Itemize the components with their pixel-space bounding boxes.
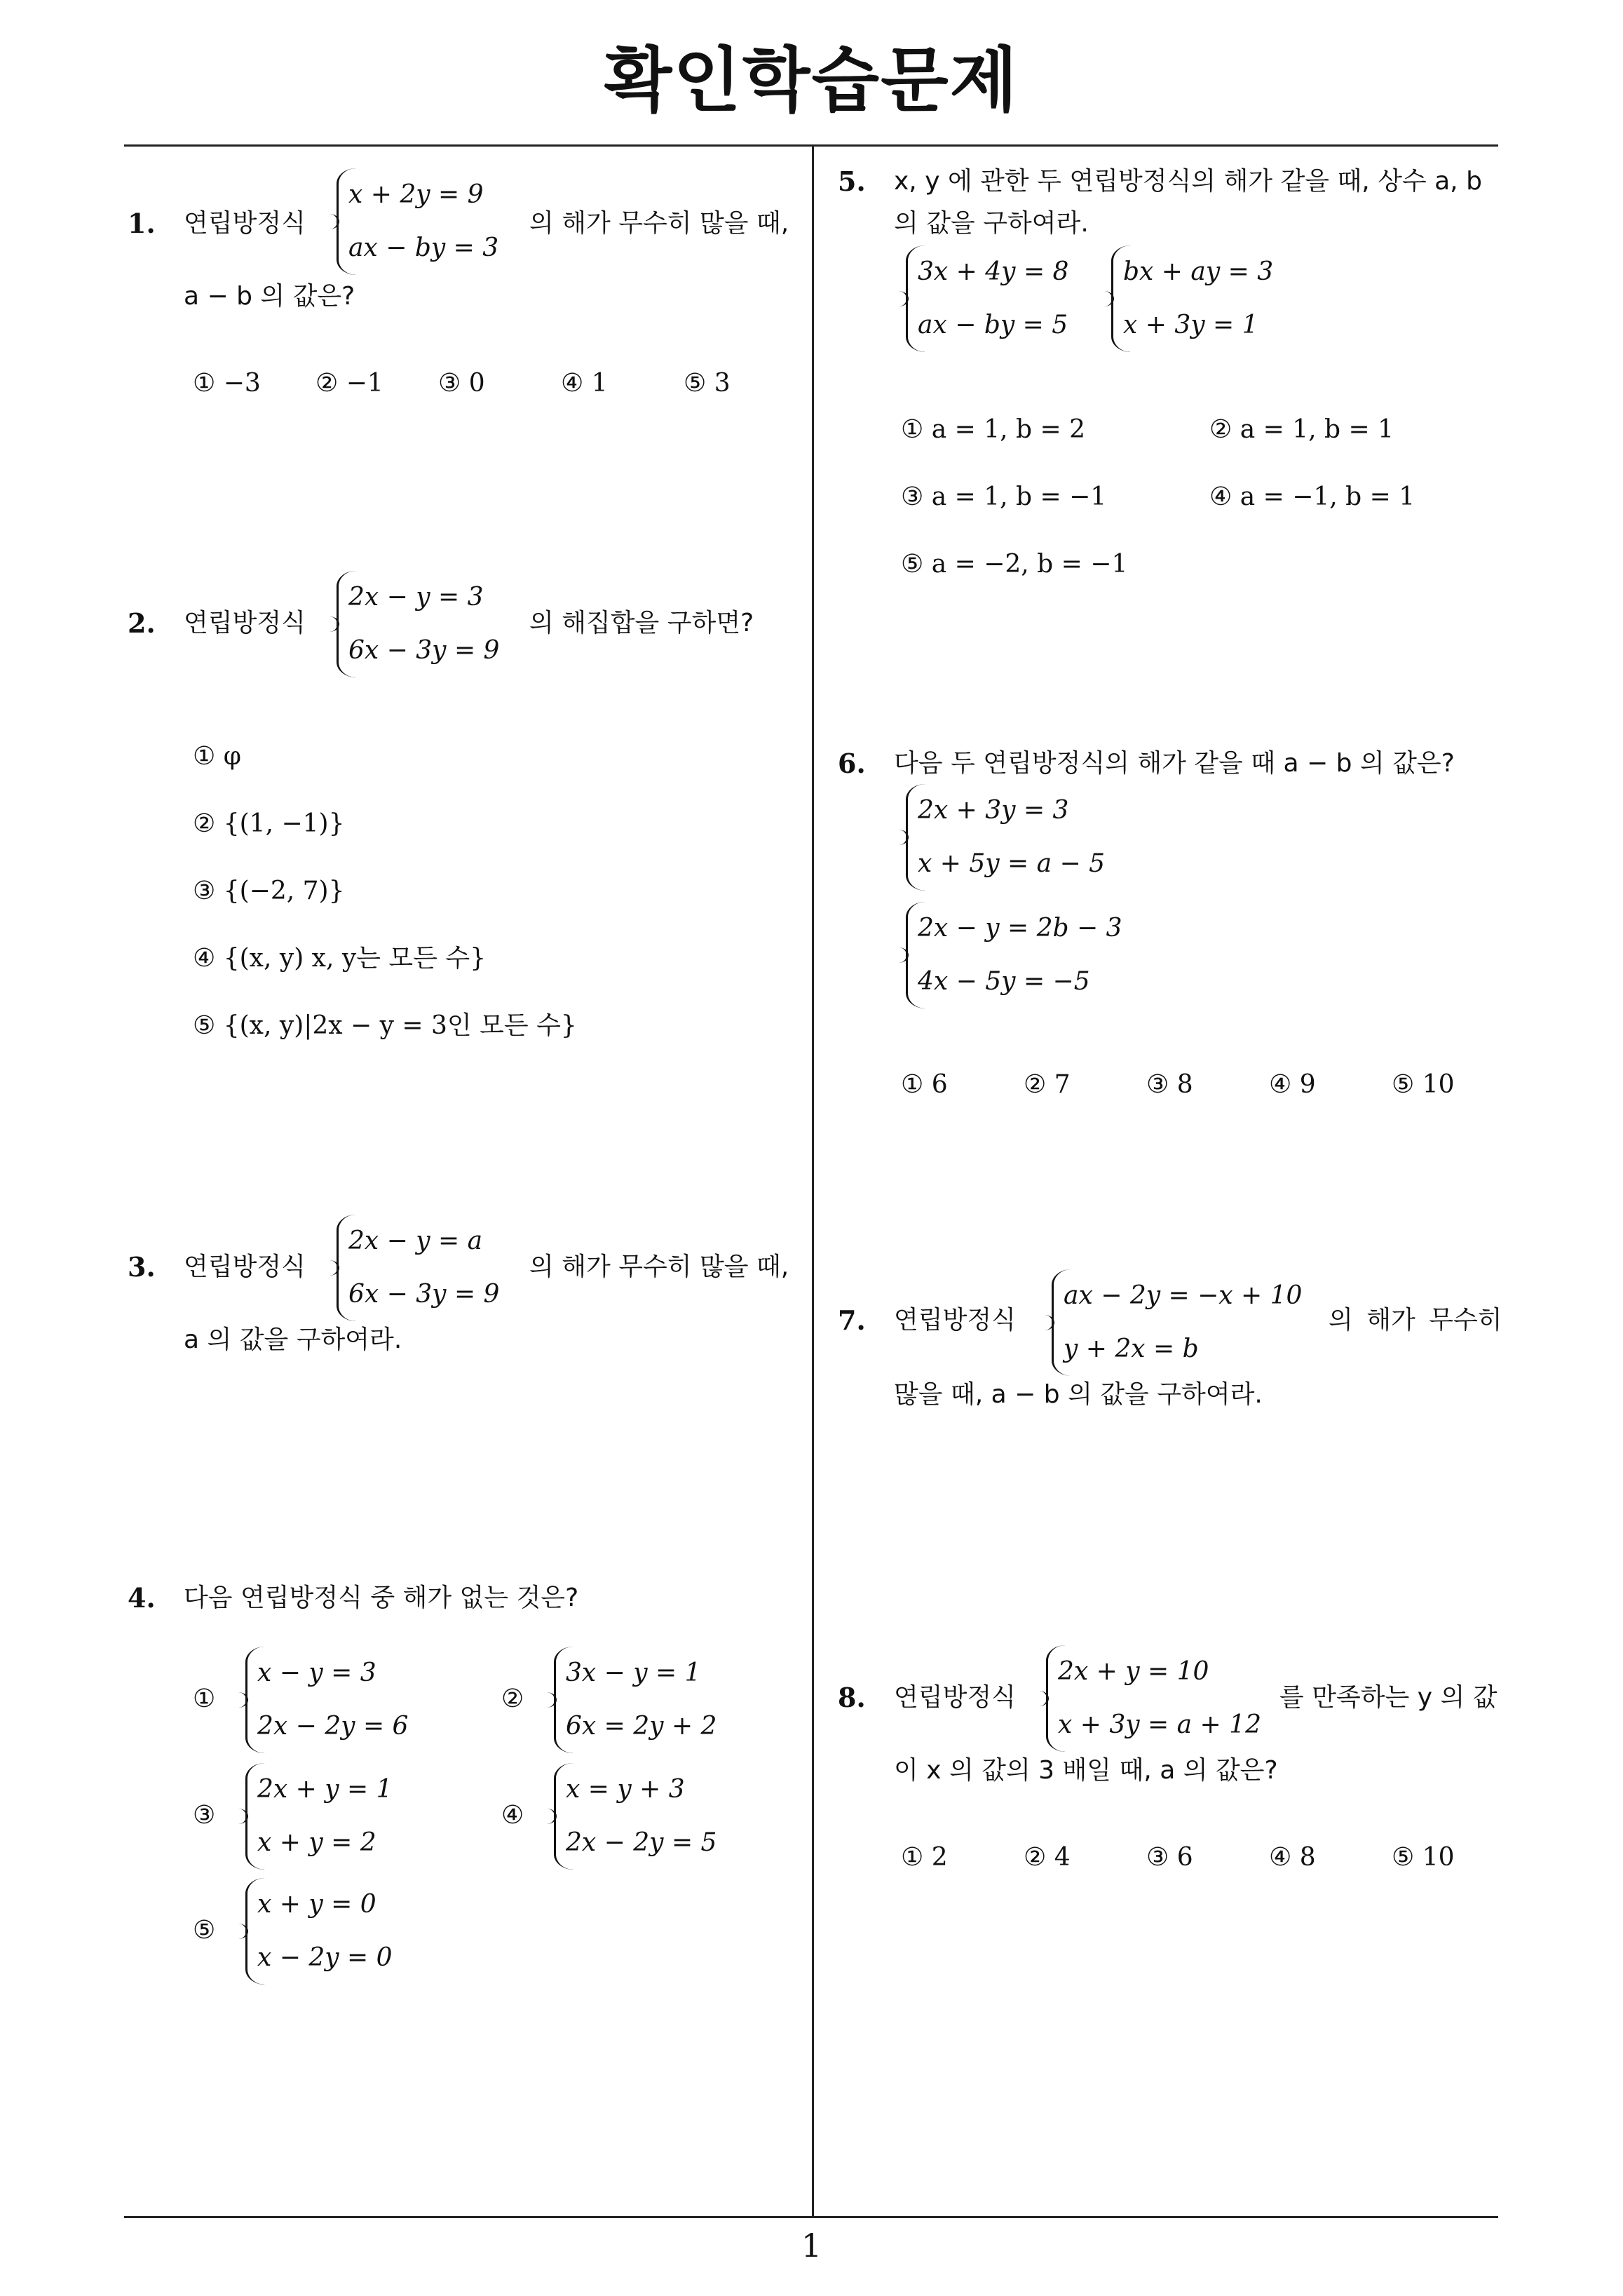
bottom-rule [124, 2216, 1498, 2218]
equation: 2x + y = 10 [1058, 1657, 1209, 1686]
equation: x + y = 0 [257, 1890, 376, 1919]
question-prefix: 연립방정식 [894, 1306, 1016, 1335]
option-5[interactable]: ⑤ a = −2, b = −1 [901, 550, 1128, 579]
option-2[interactable]: ② 7 [1024, 1070, 1071, 1099]
option-2-marker[interactable]: ② [501, 1684, 524, 1713]
question-prefix: 연립방정식 [184, 1252, 306, 1281]
question-number: 7. [838, 1304, 866, 1336]
question-line2: 의 값을 구하여라. [894, 209, 1089, 238]
option-4[interactable]: ④ a = −1, b = 1 [1209, 482, 1415, 511]
question-line1: x, y 에 관한 두 연립방정식의 해가 같을 때, 상수 a, b [894, 167, 1482, 196]
equation: x − y = 3 [257, 1659, 376, 1687]
option-5[interactable]: ⑤ {(x, y)|2x − y = 3인 모든 수} [193, 1011, 577, 1040]
question-suffix: 의 해집합을 구하면? [529, 609, 754, 637]
option-3[interactable]: ③ 0 [438, 369, 485, 398]
page-title: 확인학습문제 [604, 39, 1019, 121]
equation: x − 2y = 0 [257, 1943, 393, 1972]
option-2[interactable]: ② {(1, −1)} [193, 809, 345, 838]
question-number: 5. [838, 166, 866, 197]
equation: 3x + 4y = 8 [918, 257, 1069, 286]
equation: x + y = 2 [257, 1828, 376, 1857]
option-4[interactable]: ④ 1 [561, 369, 608, 398]
question-number: 8. [838, 1682, 866, 1713]
option-4[interactable]: ④ {(x, y) x, y는 모든 수} [193, 944, 487, 973]
equation: x + 5y = a − 5 [918, 849, 1106, 878]
option-1[interactable]: ① 6 [901, 1070, 948, 1099]
equation-system [337, 571, 499, 677]
equation: 6x − 3y = 9 [348, 636, 500, 665]
question-number: 4. [128, 1582, 156, 1614]
equation-system-a [906, 784, 1105, 891]
question-number: 3. [128, 1251, 156, 1283]
equation: 3x − y = 1 [566, 1659, 701, 1687]
equation: 2x − y = 3 [348, 583, 484, 612]
equation: 2x + 3y = 3 [918, 796, 1069, 825]
option-4-system[interactable] [554, 1763, 717, 1870]
question-suffix: 를 만족하는 y 의 값 [1279, 1683, 1498, 1712]
question-number: 2. [128, 607, 156, 639]
option-3[interactable]: ③ a = 1, b = −1 [901, 482, 1107, 511]
equation-system-b [1111, 245, 1273, 352]
option-4[interactable]: ④ 8 [1269, 1843, 1316, 1872]
question-line2: a − b 의 값은? [184, 282, 355, 311]
question-prefix: 연립방정식 [894, 1683, 1016, 1712]
question-prefix: 연립방정식 [184, 209, 306, 238]
option-5[interactable]: ⑤ 10 [1392, 1070, 1455, 1099]
equation: x + 3y = a + 12 [1058, 1710, 1261, 1739]
option-1[interactable]: ① a = 1, b = 2 [901, 415, 1086, 444]
question-line2: 많을 때, a − b 의 값을 구하여라. [894, 1380, 1263, 1409]
top-rule [124, 144, 1498, 147]
option-5-marker[interactable]: ⑤ [193, 1916, 216, 1945]
equation: 2x − 2y = 5 [566, 1828, 717, 1857]
equation: x = y + 3 [566, 1775, 685, 1804]
option-3-marker[interactable]: ③ [193, 1801, 216, 1830]
equation: x + 2y = 9 [348, 180, 484, 209]
equation: 2x − y = a [348, 1227, 483, 1255]
equation-system-a [906, 245, 1068, 352]
equation: x + 3y = 1 [1123, 311, 1258, 339]
equation-system [1052, 1269, 1302, 1376]
option-5[interactable]: ⑤ 10 [1392, 1843, 1455, 1872]
option-1-marker[interactable]: ① [193, 1684, 216, 1713]
option-5[interactable]: ⑤ 3 [684, 369, 731, 398]
equation-system [337, 168, 498, 275]
option-2[interactable]: ② −1 [315, 369, 383, 398]
question-text: 다음 두 연립방정식의 해가 같을 때 a − b 의 값은? [894, 749, 1455, 778]
column-divider [812, 144, 814, 2218]
equation: bx + ay = 3 [1123, 257, 1274, 286]
option-3[interactable]: ③ 6 [1146, 1843, 1193, 1872]
option-4[interactable]: ④ 9 [1269, 1070, 1316, 1099]
question-number: 6. [838, 748, 866, 779]
option-1[interactable]: ① −3 [193, 369, 261, 398]
option-2[interactable]: ② a = 1, b = 1 [1209, 415, 1394, 444]
question-text: 다음 연립방정식 중 해가 없는 것은? [184, 1583, 579, 1612]
question-suffix: 의 해가 무수히 많을 때, [529, 1252, 789, 1281]
equation: ax − by = 3 [348, 234, 499, 262]
option-1[interactable]: ① 2 [901, 1843, 948, 1872]
equation-system [337, 1215, 499, 1321]
equation: 6x = 2y + 2 [566, 1712, 717, 1741]
question-suffix: 의 해가 무수히 [1329, 1306, 1502, 1335]
option-1[interactable]: ① φ [193, 742, 241, 771]
option-3-system[interactable] [245, 1763, 393, 1870]
question-prefix: 연립방정식 [184, 609, 306, 637]
option-3[interactable]: ③ {(−2, 7)} [193, 877, 345, 905]
option-5-system[interactable] [245, 1878, 393, 1985]
equation: y + 2x = b [1064, 1335, 1199, 1363]
option-4-marker[interactable]: ④ [501, 1801, 524, 1830]
question-line2: 이 x 의 값의 3 배일 때, a 의 값은? [894, 1756, 1278, 1785]
option-3[interactable]: ③ 8 [1146, 1070, 1193, 1099]
option-2[interactable]: ② 4 [1024, 1843, 1071, 1872]
equation-system-b [906, 902, 1122, 1008]
equation: ax − by = 5 [918, 311, 1068, 339]
question-suffix: 의 해가 무수히 많을 때, [529, 209, 789, 238]
equation: ax − 2y = −x + 10 [1064, 1281, 1303, 1310]
equation: 6x − 3y = 9 [348, 1280, 500, 1309]
equation: 2x − y = 2b − 3 [918, 914, 1122, 943]
equation-system [1046, 1645, 1261, 1752]
option-1-system[interactable] [245, 1647, 408, 1753]
equation: 2x + y = 1 [257, 1775, 393, 1804]
equation: 4x − 5y = −5 [918, 967, 1090, 996]
question-number: 1. [128, 208, 156, 239]
option-2-system[interactable] [554, 1647, 717, 1753]
page-number: 1 [801, 2227, 822, 2264]
equation: 2x − 2y = 6 [257, 1712, 409, 1741]
question-line2: a 의 값을 구하여라. [184, 1325, 402, 1354]
